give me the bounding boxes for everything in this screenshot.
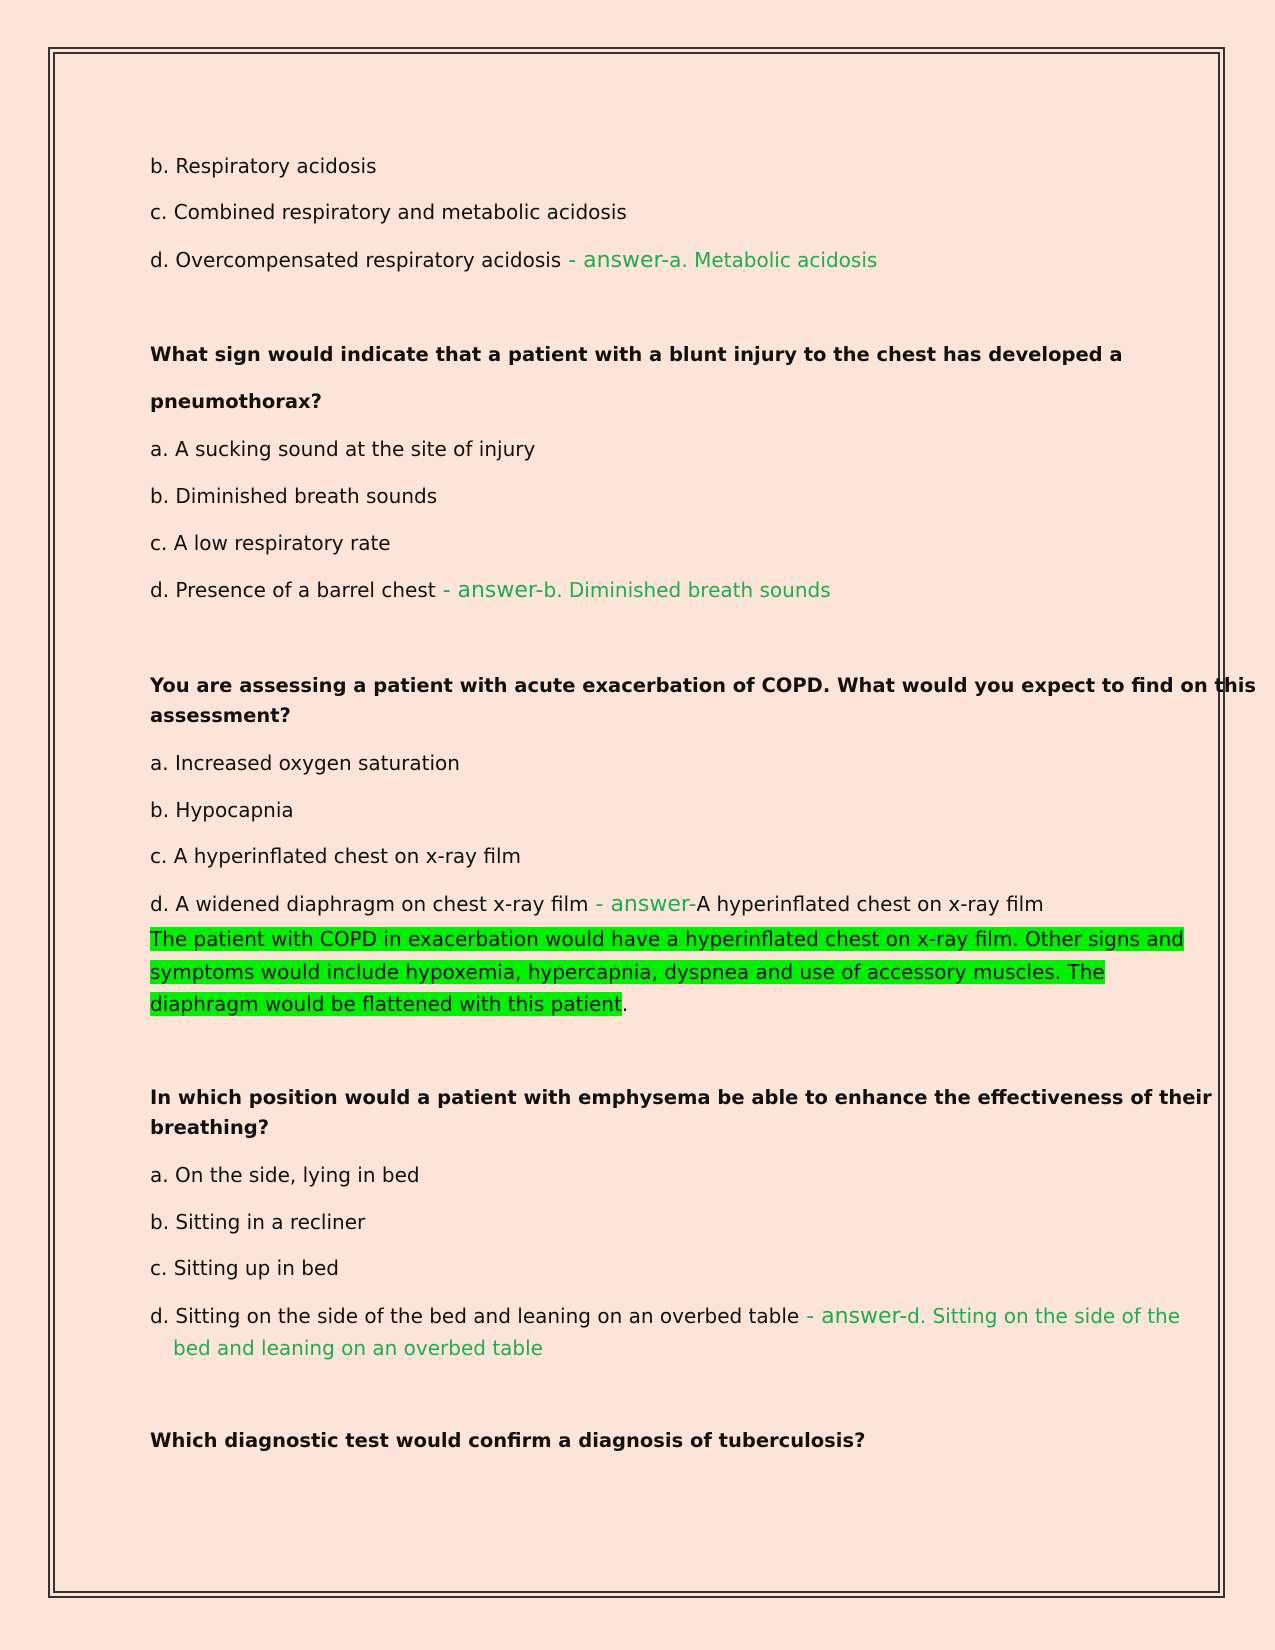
q3-option-c: c. A hyperinflated chest on x-ray film — [150, 844, 521, 868]
q2-option-d: d. Presence of a barrel chest - answer-b. Diminished breath sounds — [150, 578, 831, 603]
answer-label: - answer- — [561, 248, 670, 273]
q1-option-d: d. Overcompensated respiratory acidosis - answer-a. Metabolic acidosis — [150, 248, 878, 273]
page-border-inner — [53, 52, 1220, 1593]
q2-option-c: c. A low respiratory rate — [150, 531, 391, 555]
q4-question-line2: breathing? — [150, 1116, 269, 1139]
q2-option-a: a. A sucking sound at the site of injury — [150, 437, 536, 461]
q5-question: Which diagnostic test would confirm a diagnosis of tuberculosis? — [150, 1429, 866, 1452]
q4-option-c: c. Sitting up in bed — [150, 1256, 339, 1280]
answer-text: a. Metabolic acidosis — [669, 248, 878, 272]
q4-question-line1: In which position would a patient with emphysema be able to enhance the effectiveness of their — [150, 1086, 1212, 1109]
q3-question-line1: You are assessing a patient with acute exacerbation of COPD. What would you expect to find on this — [150, 674, 1256, 697]
q3-rationale-line3: diaphragm would be flattened with this patient. — [150, 992, 629, 1016]
answer-label: - answer- — [799, 1304, 908, 1329]
q3-option-b: b. Hypocapnia — [150, 798, 294, 822]
q4-option-d: d. Sitting on the side of the bed and leaning on an overbed table - answer-d. Sitting on the side of the — [150, 1304, 1181, 1329]
q3-rationale-line1: The patient with COPD in exacerbation would have a hyperinflated chest on x-ray film. Other signs and — [150, 927, 1184, 951]
q4-option-a: a. On the side, lying in bed — [150, 1163, 420, 1187]
q4-option-b: b. Sitting in a recliner — [150, 1210, 366, 1234]
q2-option-b: b. Diminished breath sounds — [150, 484, 438, 508]
q1-option-b: b. Respiratory acidosis — [150, 154, 377, 178]
answer-text: d. Sitting on the side of the — [907, 1304, 1181, 1328]
q3-option-d: d. A widened diaphragm on chest x-ray film - answer-A hyperinflated chest on x-ray film — [150, 892, 1044, 917]
q3-question-line2: assessment? — [150, 704, 291, 727]
q3-option-a: a. Increased oxygen saturation — [150, 751, 460, 775]
q3-rationale-line2: symptoms would include hypoxemia, hypercapnia, dyspnea and use of accessory muscles. The — [150, 960, 1105, 984]
answer-text: A hyperinflated chest on x-ray film — [696, 892, 1044, 916]
q2-question-line1: What sign would indicate that a patient with a blunt injury to the chest has developed a — [150, 343, 1123, 366]
answer-label: - answer- — [588, 892, 697, 917]
q1-option-c: c. Combined respiratory and metabolic acidosis — [150, 200, 627, 224]
q4-answer-continuation: bed and leaning on an overbed table — [173, 1336, 543, 1360]
answer-text: b. Diminished breath sounds — [543, 578, 831, 602]
q2-question-line2: pneumothorax? — [150, 390, 322, 413]
answer-label: - answer- — [435, 578, 544, 603]
